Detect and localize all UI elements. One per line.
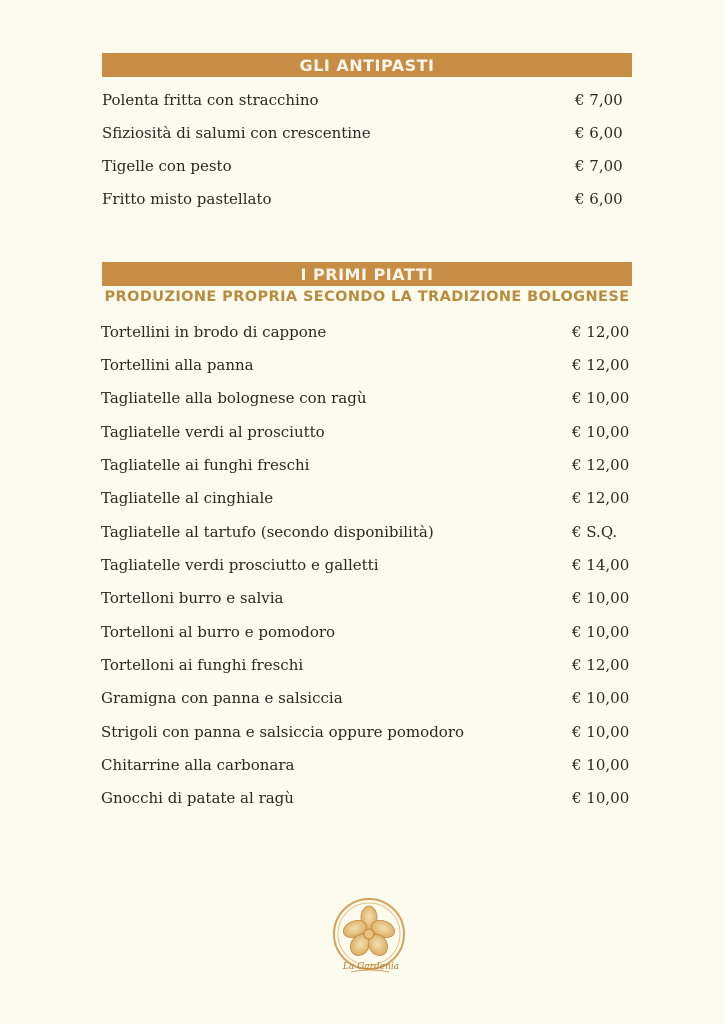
menu-item <box>101 753 631 777</box>
menu-item <box>101 653 631 677</box>
menu-item <box>102 154 632 178</box>
menu-item-name: Tagliatelle al tartufo (secondo disponibilità) <box>101 523 434 541</box>
menu-item-name: Tagliatelle verdi al prosciutto <box>101 423 325 441</box>
menu-item <box>101 353 631 377</box>
antipasti-header <box>102 53 632 77</box>
menu-item-name: Tagliatelle al cinghiale <box>101 489 274 507</box>
menu-item-price: € 10,00 <box>572 589 630 607</box>
primi-header <box>102 262 632 286</box>
menu-item-name: Fritto misto pastellato <box>102 190 272 208</box>
primi-title: I PRIMI PIATTI <box>300 264 434 284</box>
menu-item <box>102 121 632 145</box>
antipasti-title: GLI ANTIPASTI <box>299 55 435 75</box>
menu-item-price: € 10,00 <box>572 423 630 441</box>
menu-item-name: Gnocchi di patate al ragù <box>101 789 294 807</box>
menu-item-price: € 7,00 <box>575 157 623 175</box>
menu-item <box>101 620 631 644</box>
menu-item-price: € 14,00 <box>572 556 630 574</box>
menu-item-name: Tagliatelle verdi prosciutto e galletti <box>101 556 379 574</box>
menu-item-name: Strigoli con panna e salsiccia oppure pomodoro <box>101 723 465 741</box>
menu-item <box>101 520 631 544</box>
menu-item-price: € 6,00 <box>575 124 623 142</box>
menu-item-name: Tortelloni al burro e pomodoro <box>101 623 336 641</box>
menu-item-price: € S.Q. <box>572 523 618 541</box>
menu-item-price: € 10,00 <box>572 723 630 741</box>
flower-logo-icon <box>327 896 423 984</box>
menu-item <box>101 486 631 510</box>
menu-item-price: € 12,00 <box>572 356 630 374</box>
menu-item-price: € 12,00 <box>572 656 630 674</box>
menu-item <box>101 453 631 477</box>
menu-item-name: Tigelle con pesto <box>102 157 232 175</box>
menu-item <box>101 720 631 744</box>
menu-item <box>101 586 631 610</box>
menu-item-name: Gramigna con panna e salsiccia <box>101 689 343 707</box>
menu-item-price: € 10,00 <box>572 756 630 774</box>
menu-item <box>101 320 631 344</box>
menu-item-name: Tortelloni burro e salvia <box>101 589 284 607</box>
menu-item-name: Tagliatelle alla bolognese con ragù <box>101 389 367 407</box>
menu-item <box>101 686 631 710</box>
logo-wordmark: La Gardenia <box>342 962 400 972</box>
menu-item <box>102 187 632 211</box>
menu-item-price: € 6,00 <box>575 190 623 208</box>
menu-item-name: Tortelloni ai funghi freschi <box>101 656 304 674</box>
menu-item-name: Tortellini in brodo di cappone <box>101 323 327 341</box>
menu-item-price: € 10,00 <box>572 789 630 807</box>
primi-subtitle: PRODUZIONE PROPRIA SECONDO LA TRADIZIONE BOLOGNESE <box>104 289 630 305</box>
menu-item-price: € 12,00 <box>572 456 630 474</box>
menu-item-price: € 12,00 <box>572 489 630 507</box>
menu-item-price: € 10,00 <box>572 623 630 641</box>
menu-item-name: Chitarrine alla carbonara <box>101 756 295 774</box>
menu-item-price: € 12,00 <box>572 323 630 341</box>
menu-item <box>102 88 632 112</box>
menu-item-name: Sfiziosità di salumi con crescentine <box>102 124 371 142</box>
menu-item <box>101 420 631 444</box>
menu-item <box>101 553 631 577</box>
menu-item-price: € 7,00 <box>575 91 623 109</box>
menu-item-name: Polenta fritta con stracchino <box>102 91 319 109</box>
menu-item <box>101 386 631 410</box>
menu-item <box>101 786 631 810</box>
menu-item-price: € 10,00 <box>572 389 630 407</box>
menu-item-name: Tagliatelle ai funghi freschi <box>101 456 310 474</box>
menu-item-name: Tortellini alla panna <box>101 356 254 374</box>
menu-item-price: € 10,00 <box>572 689 630 707</box>
